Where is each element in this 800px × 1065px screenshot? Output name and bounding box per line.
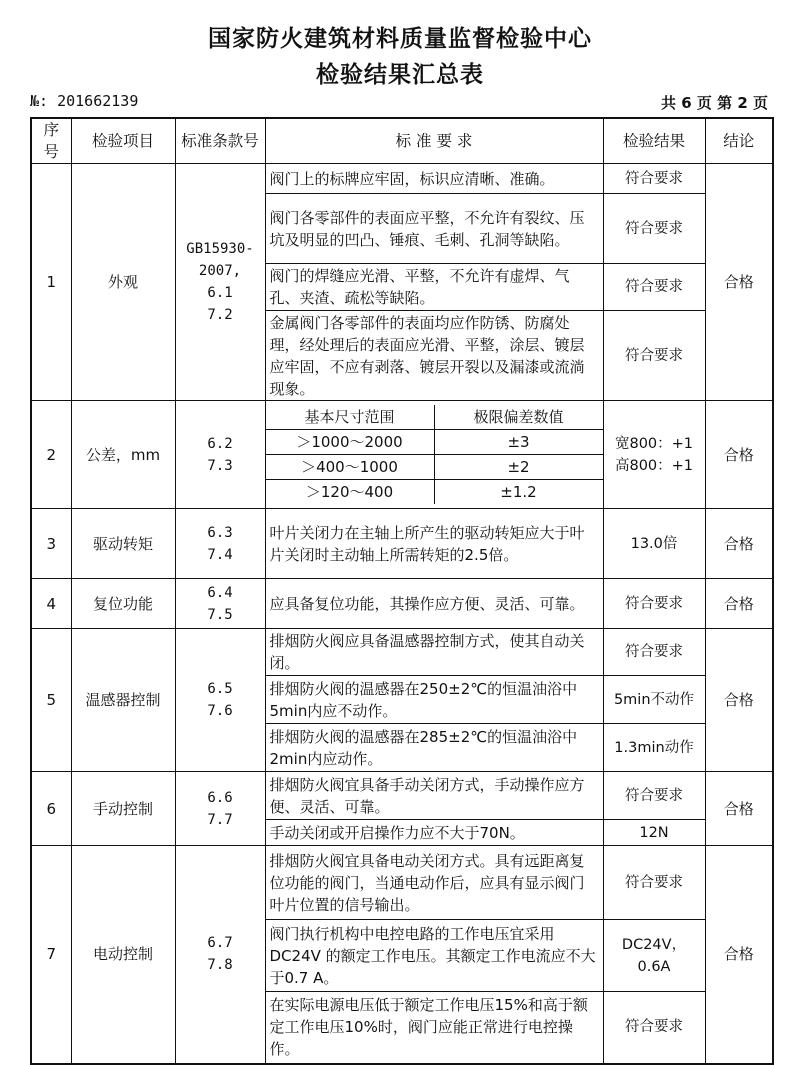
requirement-text: 金属阀门各零部件的表面均应作防锈、防腐处理，经处理后的表面应光滑、平整，涂层、镀层应牢固，不应有剥落、镀层开裂以及漏漆或流淌现象。 [265,311,603,401]
result-value: 符合要求 [603,194,705,264]
item-seq: 4 [31,579,71,629]
results-table [30,117,774,1065]
tolerance-value: ±2 [434,455,603,480]
requirement-text: 排烟防火阀宜具备电动关闭方式。具有远距离复位功能的阀门，当通电动作后，应具有显示阀门叶片位置的信号输出。 [265,846,603,920]
item-clause: 6.6 7.7 [175,772,265,846]
tolerance-head-range: 基本尺寸范围 [266,405,435,430]
report-title: 国家防火建筑材料质量监督检验中心 [208,26,592,52]
conclusion-value: 合格 [705,846,773,1064]
page-info: 共 6 页 第 2 页 [661,94,768,112]
table-header-row [31,118,773,164]
col-item-header: 检验项目 [71,118,175,164]
conclusion-value: 合格 [705,579,773,629]
conclusion-value: 合格 [705,164,773,401]
requirement-text: 阀门的焊缝应光滑、平整，不允许有虚焊、气孔、夹渣、疏松等缺陷。 [265,264,603,311]
item-name: 电动控制 [71,846,175,1064]
item-seq: 2 [31,401,71,509]
requirement-text: 阀门上的标牌应牢固，标识应清晰、准确。 [265,164,603,194]
item-name: 复位功能 [71,579,175,629]
document-number: №: 201662139 [30,92,139,110]
requirement-text: 排烟防火阀应具备温感器控制方式，使其自动关闭。 [265,629,603,676]
table-row [31,509,773,579]
table-row [31,772,773,820]
result-value: 符合要求 [603,992,705,1064]
result-value: 符合要求 [603,846,705,920]
result-value: 5min不动作 [603,676,705,724]
table-row [31,401,773,509]
result-value: 符合要求 [603,264,705,311]
requirement-text: 排烟防火阀的温感器在285±2℃的恒温油浴中2min内应动作。 [265,724,603,772]
result-value: 13.0倍 [603,509,705,579]
tolerance-range: ＞120～400 [266,480,435,505]
item-name: 外观 [71,164,175,401]
tolerance-subtable-cell [265,401,603,509]
result-value: 符合要求 [603,629,705,676]
item-seq: 6 [31,772,71,846]
item-seq: 5 [31,629,71,772]
col-clause-header: 标准条款号 [175,118,265,164]
requirement-text: 手动关闭或开启操作力应不大于70N。 [265,820,603,846]
col-seq-header: 序号 [31,118,71,164]
conclusion-value: 合格 [705,401,773,509]
requirement-text: 在实际电源电压低于额定工作电压15%和高于额定工作电压10%时，阀门应能正常进行电控操作。 [265,992,603,1064]
result-value: 符合要求 [603,164,705,194]
requirement-text: 排烟防火阀的温感器在250±2℃的恒温油浴中5min内应不动作。 [265,676,603,724]
result-value: 符合要求 [603,311,705,401]
tolerance-value: ±3 [434,430,603,455]
requirement-text: 阀门各零部件的表面应平整，不允许有裂纹、压坑及明显的凹凸、锤痕、毛刺、孔洞等缺陷。 [265,194,603,264]
result-value: 符合要求 [603,772,705,820]
result-value: 12N [603,820,705,846]
conclusion-value: 合格 [705,772,773,846]
tolerance-range: ＞1000～2000 [266,430,435,455]
item-clause: GB15930- 2007, 6.1 7.2 [175,164,265,401]
item-clause: 6.5 7.6 [175,629,265,772]
tolerance-range: ＞400～1000 [266,455,435,480]
requirement-text: 阀门执行机构中电控电路的工作电压宜采用 DC24V 的额定工作电压。其额定工作电流应不大于0.7 A。 [265,920,603,992]
item-clause: 6.2 7.3 [175,401,265,509]
item-name: 手动控制 [71,772,175,846]
result-value: 宽800：+1 高800：+1 [603,401,705,509]
conclusion-value: 合格 [705,629,773,772]
requirement-text: 叶片关闭力在主轴上所产生的驱动转矩应大于叶片关闭时主动轴上所需转矩的2.5倍。 [265,509,603,579]
item-clause: 6.4 7.5 [175,579,265,629]
col-conclusion-header: 结论 [705,118,773,164]
tolerance-value: ±1.2 [500,483,537,501]
item-clause: 6.7 7.8 [175,846,265,1064]
report-subtitle: 检验结果汇总表 [316,62,484,88]
table-row [31,579,773,629]
item-name: 公差，mm [71,401,175,509]
table-row [31,846,773,920]
result-value: 符合要求 [603,579,705,629]
item-seq: 1 [31,164,71,401]
item-seq: 3 [31,509,71,579]
table-row [31,629,773,676]
col-requirement-header: 标 准 要 求 [265,118,603,164]
col-result-header: 检验结果 [603,118,705,164]
result-value: DC24V，0.6A [603,920,705,992]
item-name: 驱动转矩 [71,509,175,579]
item-seq: 7 [31,846,71,1064]
table-row [31,164,773,194]
requirement-text: 排烟防火阀宜具备手动关闭方式，手动操作应方便、灵活、可靠。 [265,772,603,820]
item-name: 温感器控制 [71,629,175,772]
tolerance-head-value: 极限偏差数值 [434,405,603,430]
item-clause: 6.3 7.4 [175,509,265,579]
conclusion-value: 合格 [705,509,773,579]
result-value: 1.3min动作 [603,724,705,772]
requirement-text: 应具备复位功能，其操作应方便、灵活、可靠。 [265,579,603,629]
tolerance-subtable [266,405,603,504]
